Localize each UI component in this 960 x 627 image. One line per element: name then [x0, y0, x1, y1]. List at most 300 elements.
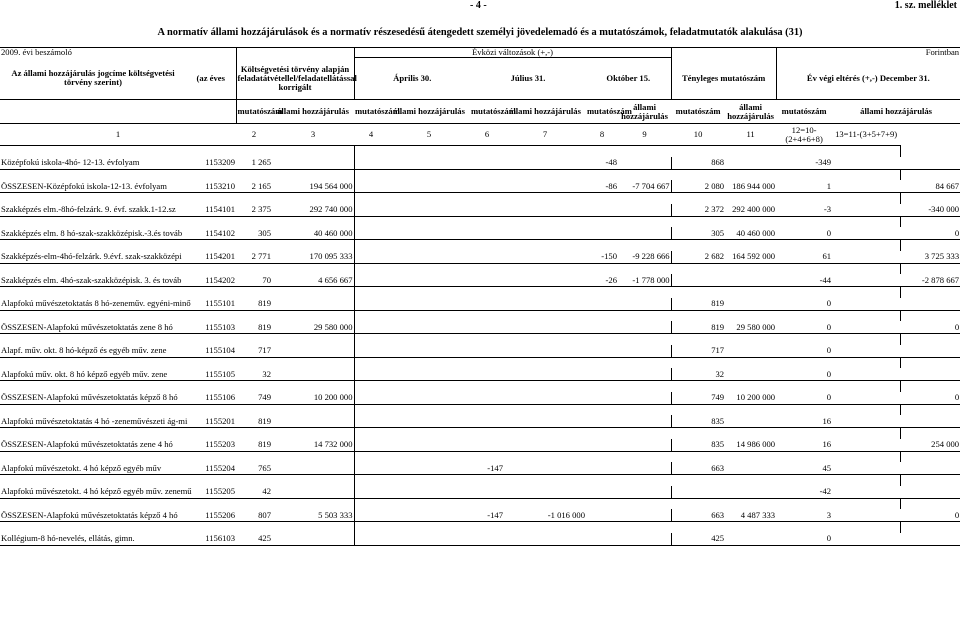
- cell-col-8: -26: [586, 274, 618, 287]
- cell-col-2: 765: [236, 462, 272, 475]
- cell-col-2: 70: [236, 274, 272, 287]
- cell-col-8: [586, 486, 618, 499]
- cell-col-2: 819: [236, 298, 272, 311]
- cell-col-13: [900, 462, 960, 475]
- cell-col-7: [504, 392, 586, 405]
- cell-col-4: [354, 274, 388, 287]
- cell-col-12: 0: [776, 368, 832, 381]
- table-row: [0, 251, 960, 264]
- cell-col-4: [354, 227, 388, 240]
- sub-header-12: állami hozzájárulás: [832, 100, 960, 124]
- cell-col-8: [586, 392, 618, 405]
- column-number-5: 5: [388, 124, 470, 146]
- cell-col-3: [272, 533, 354, 546]
- cell-col-6: -147: [470, 462, 504, 475]
- cell-col-6: [470, 227, 504, 240]
- column-number-1: 1: [0, 124, 236, 146]
- cell-col-11: [725, 415, 776, 428]
- report-label: 2009. évi beszámoló: [0, 48, 236, 58]
- row-name: ÖSSZESEN-Alapfokú művészetoktatás képző 8 hó: [0, 392, 186, 405]
- sub-header-8: állami hozzájárulás: [618, 100, 671, 124]
- cell-col-10: 717: [671, 345, 725, 358]
- cell-col-7: [504, 157, 586, 170]
- cell-col-9: [618, 321, 671, 334]
- cell-col-10: 835: [671, 415, 725, 428]
- row-code: 1155105: [186, 368, 236, 381]
- table-row: [0, 157, 960, 170]
- cell-col-9: [618, 439, 671, 452]
- cell-col-3: 5 503 333: [272, 509, 354, 522]
- cell-col-7: [504, 298, 586, 311]
- cell-spacer: [832, 321, 900, 334]
- cell-spacer: [832, 345, 900, 358]
- cell-col-6: [470, 321, 504, 334]
- table-row: [0, 274, 960, 287]
- cell-col-11: 4 487 333: [725, 509, 776, 522]
- cell-spacer: [832, 298, 900, 311]
- cell-col-2: 819: [236, 439, 272, 452]
- cell-col-10: 2 682: [671, 251, 725, 264]
- cell-col-12: 0: [776, 227, 832, 240]
- cell-col-12: -3: [776, 204, 832, 217]
- column-number-11: 11: [725, 124, 776, 146]
- column-number-2: 2: [236, 124, 272, 146]
- row-code: 1155201: [186, 415, 236, 428]
- cell-col-11: 292 400 000: [725, 204, 776, 217]
- cell-col-4: [354, 345, 388, 358]
- row-name: Kollégium-8 hó-nevelés, ellátás, gimn.: [0, 533, 186, 546]
- col-october-header: Október 15.: [606, 73, 651, 83]
- cell-col-11: [725, 533, 776, 546]
- cell-col-5: [388, 321, 470, 334]
- cell-col-2: 42: [236, 486, 272, 499]
- cell-col-4: [354, 368, 388, 381]
- row-name: Szakképzés-elm-4hó-felzárk. 9.évf. szak-szakközépi: [0, 251, 186, 264]
- cell-col-11: [725, 157, 776, 170]
- cell-col-11: 14 986 000: [725, 439, 776, 452]
- cell-col-9: [618, 462, 671, 475]
- cell-spacer: [832, 486, 900, 499]
- cell-col-13: [900, 486, 960, 499]
- cell-col-11: [725, 368, 776, 381]
- cell-col-2: 807: [236, 509, 272, 522]
- cell-col-9: [618, 392, 671, 405]
- cell-col-10: 749: [671, 392, 725, 405]
- cell-col-9: [618, 227, 671, 240]
- cell-col-10: 425: [671, 533, 725, 546]
- cell-col-9: [618, 533, 671, 546]
- sub-header-4: állami hozzájárulás: [388, 100, 470, 124]
- sub-header-3: mutatószám: [354, 100, 388, 124]
- cell-col-4: [354, 415, 388, 428]
- cell-col-11: 29 580 000: [725, 321, 776, 334]
- cell-col-6: [470, 368, 504, 381]
- cell-col-6: [470, 533, 504, 546]
- cell-col-9: [618, 368, 671, 381]
- cell-col-10: 305: [671, 227, 725, 240]
- cell-col-6: [470, 204, 504, 217]
- cell-col-3: [272, 157, 354, 170]
- row-name: ÖSSZESEN-Középfokú iskola-12-13. évfolyam: [0, 180, 186, 193]
- table-row: [0, 462, 960, 475]
- column-number-4: 4: [354, 124, 388, 146]
- cell-col-3: 29 580 000: [272, 321, 354, 334]
- cell-col-12: 0: [776, 345, 832, 358]
- cell-col-2: 2 165: [236, 180, 272, 193]
- cell-col-5: [388, 415, 470, 428]
- cell-spacer: [832, 462, 900, 475]
- cell-col-2: 819: [236, 415, 272, 428]
- row-name: Alapfokú műv. okt. 8 hó képző egyéb műv. zene: [0, 368, 186, 381]
- cell-col-7: -1 016 000: [504, 509, 586, 522]
- page-title: A normatív állami hozzájárulások és a normatív részesedésű átengedett személyi jövedelemadó és a mutatószámok, feladatmutatók alakulása (31): [157, 27, 803, 38]
- cell-col-4: [354, 321, 388, 334]
- cell-col-5: [388, 251, 470, 264]
- row-code: 1154101: [186, 204, 236, 217]
- cell-col-2: 2 375: [236, 204, 272, 217]
- cell-col-8: -86: [586, 180, 618, 193]
- row-code: 1155204: [186, 462, 236, 475]
- col-actual-header: Tényleges mutatószám: [671, 58, 776, 100]
- cell-col-3: 194 564 000: [272, 180, 354, 193]
- cell-col-13: [900, 368, 960, 381]
- cell-col-11: [725, 274, 776, 287]
- cell-col-13: 0: [900, 392, 960, 405]
- cell-col-7: [504, 204, 586, 217]
- cell-col-6: [470, 180, 504, 193]
- row-code: 1155205: [186, 486, 236, 499]
- cell-col-11: 186 944 000: [725, 180, 776, 193]
- cell-col-6: [470, 415, 504, 428]
- cell-col-3: [272, 486, 354, 499]
- cell-col-9: -9 228 666: [618, 251, 671, 264]
- row-name: Szakképzés elm. 8 hó-szak-szakközépisk.-3.és továb: [0, 227, 186, 240]
- row-name: Középfokú iskola-4hó- 12-13. évfolyam: [0, 157, 186, 170]
- cell-col-3: [272, 462, 354, 475]
- column-number-3: 3: [272, 124, 354, 146]
- cell-col-10: 835: [671, 439, 725, 452]
- cell-col-7: [504, 462, 586, 475]
- cell-col-2: 425: [236, 533, 272, 546]
- cell-col-12: -349: [776, 157, 832, 170]
- row-code: 1153210: [186, 180, 236, 193]
- cell-col-7: [504, 321, 586, 334]
- cell-col-5: [388, 345, 470, 358]
- cell-spacer: [832, 157, 900, 170]
- cell-col-4: [354, 392, 388, 405]
- row-code: 1154201: [186, 251, 236, 264]
- table-row: [0, 509, 960, 522]
- cell-col-3: [272, 345, 354, 358]
- table-row: [0, 180, 960, 193]
- cell-col-10: 819: [671, 321, 725, 334]
- cell-col-4: [354, 204, 388, 217]
- cell-col-4: [354, 462, 388, 475]
- appendix-label: 1. sz. melléklet: [894, 0, 957, 11]
- cell-col-3: 292 740 000: [272, 204, 354, 217]
- sub-header-7: mutatószám: [586, 100, 618, 124]
- cell-col-6: [470, 274, 504, 287]
- table-row: [0, 415, 960, 428]
- cell-col-8: -150: [586, 251, 618, 264]
- cell-col-8: [586, 368, 618, 381]
- cell-col-7: [504, 533, 586, 546]
- row-name: ÖSSZESEN-Alapfokú művészetoktatás zene 4 hó: [0, 439, 186, 452]
- cell-col-8: [586, 298, 618, 311]
- table-row: [0, 227, 960, 240]
- cell-col-8: [586, 509, 618, 522]
- cell-col-6: -147: [470, 509, 504, 522]
- allowance-table: [0, 47, 960, 546]
- cell-col-4: [354, 180, 388, 193]
- sub-header-11: mutatószám: [776, 100, 832, 124]
- cell-col-3: 4 656 667: [272, 274, 354, 287]
- cell-col-10: 663: [671, 462, 725, 475]
- cell-col-9: -7 704 667: [618, 180, 671, 193]
- cell-col-11: [725, 486, 776, 499]
- cell-spacer: [832, 180, 900, 193]
- cell-col-11: [725, 345, 776, 358]
- cell-col-4: [354, 486, 388, 499]
- cell-col-12: -42: [776, 486, 832, 499]
- cell-col-6: [470, 392, 504, 405]
- row-code: 1154202: [186, 274, 236, 287]
- cell-col-12: 0: [776, 298, 832, 311]
- sub-header-2: állami hozzájárulás: [272, 100, 354, 124]
- col-april-header: Április 30.: [354, 58, 470, 100]
- table-row: [0, 368, 960, 381]
- col-budget-header: Költségvetési törvény alapján feladatátvétellel/feladatellátással korrigált: [236, 58, 354, 100]
- cell-spacer: [832, 368, 900, 381]
- column-number-12: 12=10-(2+4+6+8): [776, 124, 832, 146]
- cell-col-6: [470, 298, 504, 311]
- cell-col-5: [388, 439, 470, 452]
- cell-col-11: 164 592 000: [725, 251, 776, 264]
- cell-col-2: 32: [236, 368, 272, 381]
- cell-col-3: [272, 415, 354, 428]
- cell-col-9: [618, 157, 671, 170]
- cell-col-12: 61: [776, 251, 832, 264]
- cell-col-5: [388, 227, 470, 240]
- page-number: - 4 -: [470, 0, 487, 11]
- cell-spacer: [832, 274, 900, 287]
- cell-col-5: [388, 298, 470, 311]
- row-code: 1156103: [186, 533, 236, 546]
- row-code: 1155103: [186, 321, 236, 334]
- column-number-7: 7: [504, 124, 586, 146]
- cell-col-3: 14 732 000: [272, 439, 354, 452]
- cell-col-12: -44: [776, 274, 832, 287]
- cell-col-8: [586, 321, 618, 334]
- column-number-13: 13=11-(3+5+7+9): [832, 124, 900, 146]
- page-top: [0, 0, 960, 12]
- row-name: Szakképzés elm. 4hó-szak-szakközépisk. 3. és továb: [0, 274, 186, 287]
- cell-col-8: [586, 345, 618, 358]
- cell-col-11: [725, 298, 776, 311]
- cell-col-5: [388, 274, 470, 287]
- cell-col-2: 749: [236, 392, 272, 405]
- cell-col-13: -340 000: [900, 204, 960, 217]
- row-name: Alapfokú művészetokt. 4 hó képző egyéb műv. zenemű: [1, 486, 192, 496]
- cell-col-12: 16: [776, 415, 832, 428]
- cell-col-3: [272, 368, 354, 381]
- cell-col-7: [504, 415, 586, 428]
- column-number-10: 10: [671, 124, 725, 146]
- cell-spacer: [832, 439, 900, 452]
- cell-col-10: 819: [671, 298, 725, 311]
- cell-spacer: [832, 251, 900, 264]
- row-code: 1155106: [186, 392, 236, 405]
- cell-col-5: [388, 204, 470, 217]
- cell-col-6: [470, 486, 504, 499]
- col-july-header: Július 31.: [510, 73, 546, 83]
- row-code: 1153209: [186, 157, 236, 170]
- cell-col-10: [671, 274, 725, 287]
- cell-col-3: 170 095 333: [272, 251, 354, 264]
- cell-col-4: [354, 298, 388, 311]
- col-annual-header: (az éves: [186, 58, 236, 100]
- cell-spacer: [832, 415, 900, 428]
- cell-col-13: -2 878 667: [900, 274, 960, 287]
- cell-col-3: 40 460 000: [272, 227, 354, 240]
- cell-col-9: [618, 486, 671, 499]
- cell-col-2: 819: [236, 321, 272, 334]
- row-name: Szakképzés elm.-8hó-felzárk. 9. évf. szakk.1-12.sz: [0, 204, 186, 217]
- row-code: 1155203: [186, 439, 236, 452]
- cell-spacer: [832, 204, 900, 217]
- cell-col-8: [586, 204, 618, 217]
- cell-col-4: [354, 439, 388, 452]
- cell-col-8: -48: [586, 157, 618, 170]
- cell-spacer: [832, 533, 900, 546]
- cell-col-6: [470, 439, 504, 452]
- cell-col-4: [354, 157, 388, 170]
- cell-col-2: 1 265: [236, 157, 272, 170]
- sub-header-6: állami hozzájárulás: [504, 100, 586, 124]
- cell-col-7: [504, 345, 586, 358]
- cell-col-2: 717: [236, 345, 272, 358]
- cell-col-9: -1 778 000: [618, 274, 671, 287]
- cell-col-10: 2 080: [671, 180, 725, 193]
- cell-col-12: 3: [776, 509, 832, 522]
- cell-col-5: [388, 462, 470, 475]
- cell-col-10: 32: [671, 368, 725, 381]
- col-name-header: Az állami hozzájárulás jogcíme költségvetési törvény szerint): [0, 58, 186, 100]
- cell-col-8: [586, 533, 618, 546]
- cell-col-13: [900, 157, 960, 170]
- row-name: ÖSSZESEN-Alapfokú művészetoktatás zene 8 hó: [0, 321, 186, 334]
- row-name: Alapfokú művészetoktatás 4 hó -zeneművészeti ág-mi: [1, 415, 188, 426]
- row-name: ÖSSZESEN-Alapfokú művészetoktatás képző 4 hó: [0, 509, 186, 522]
- cell-col-6: [470, 251, 504, 264]
- cell-col-5: [388, 509, 470, 522]
- row-name: Alapfokú művészetokt. 4 hó képző egyéb műv: [0, 462, 186, 475]
- cell-col-7: [504, 227, 586, 240]
- column-number-6: 6: [470, 124, 504, 146]
- table-row: [0, 204, 960, 217]
- midyear-changes-header: Évközi változások (+,-): [354, 48, 671, 58]
- cell-col-4: [354, 509, 388, 522]
- sub-header-10: állami hozzájárulás: [725, 100, 776, 124]
- cell-spacer: [832, 509, 900, 522]
- cell-col-13: [900, 415, 960, 428]
- cell-col-5: [388, 368, 470, 381]
- cell-col-6: [470, 345, 504, 358]
- cell-col-9: [618, 509, 671, 522]
- row-name: Alapfokú művészetoktatás 8 hó-zeneműv. egyéni-minő: [1, 298, 191, 308]
- table-row: [0, 486, 960, 499]
- table-row: [0, 321, 960, 334]
- cell-col-7: [504, 486, 586, 499]
- cell-col-4: [354, 533, 388, 546]
- table-row: [0, 345, 960, 358]
- cell-col-10: 663: [671, 509, 725, 522]
- col-yearend-header: Év végi eltérés (+,-) December 31.: [776, 58, 960, 100]
- cell-col-3: 10 200 000: [272, 392, 354, 405]
- cell-col-8: [586, 462, 618, 475]
- cell-col-8: [586, 439, 618, 452]
- cell-col-13: 84 667: [900, 180, 960, 193]
- cell-col-9: [618, 204, 671, 217]
- cell-col-9: [618, 298, 671, 311]
- column-number-8: 8: [586, 124, 618, 146]
- cell-col-13: 0: [900, 227, 960, 240]
- cell-col-13: 0: [900, 509, 960, 522]
- cell-col-5: [388, 486, 470, 499]
- row-code: 1155206: [186, 509, 236, 522]
- row-code: 1155104: [186, 345, 236, 358]
- cell-col-11: 40 460 000: [725, 227, 776, 240]
- cell-col-5: [388, 157, 470, 170]
- cell-col-2: 305: [236, 227, 272, 240]
- cell-col-8: [586, 415, 618, 428]
- cell-spacer: [832, 392, 900, 405]
- cell-col-9: [618, 345, 671, 358]
- cell-col-13: 0: [900, 321, 960, 334]
- cell-col-13: [900, 298, 960, 311]
- row-code: 1155101: [186, 298, 236, 311]
- column-number-9: 9: [618, 124, 671, 146]
- cell-col-11: [725, 462, 776, 475]
- cell-col-7: [504, 368, 586, 381]
- cell-col-12: 0: [776, 533, 832, 546]
- cell-spacer: [832, 227, 900, 240]
- table-row: [0, 298, 960, 311]
- currency-label: Forintban: [776, 48, 960, 58]
- cell-col-7: [504, 274, 586, 287]
- cell-col-10: 2 372: [671, 204, 725, 217]
- table-row: [0, 533, 960, 546]
- cell-col-2: 2 771: [236, 251, 272, 264]
- cell-col-12: 1: [776, 180, 832, 193]
- table-row: [0, 392, 960, 405]
- cell-col-10: [671, 486, 725, 499]
- row-name: Alapf. műv. okt. 8 hó-képző és egyéb műv. zene: [0, 345, 186, 358]
- sub-header-1: mutatószám: [236, 100, 272, 124]
- cell-col-12: 16: [776, 439, 832, 452]
- cell-col-10: 868: [671, 157, 725, 170]
- row-code: 1154102: [186, 227, 236, 240]
- cell-col-5: [388, 180, 470, 193]
- cell-col-7: [504, 180, 586, 193]
- cell-col-3: [272, 298, 354, 311]
- table-row: [0, 439, 960, 452]
- sub-header-9: mutatószám: [671, 100, 725, 124]
- cell-col-13: [900, 533, 960, 546]
- cell-col-13: [900, 345, 960, 358]
- cell-col-12: 0: [776, 321, 832, 334]
- cell-col-7: [504, 439, 586, 452]
